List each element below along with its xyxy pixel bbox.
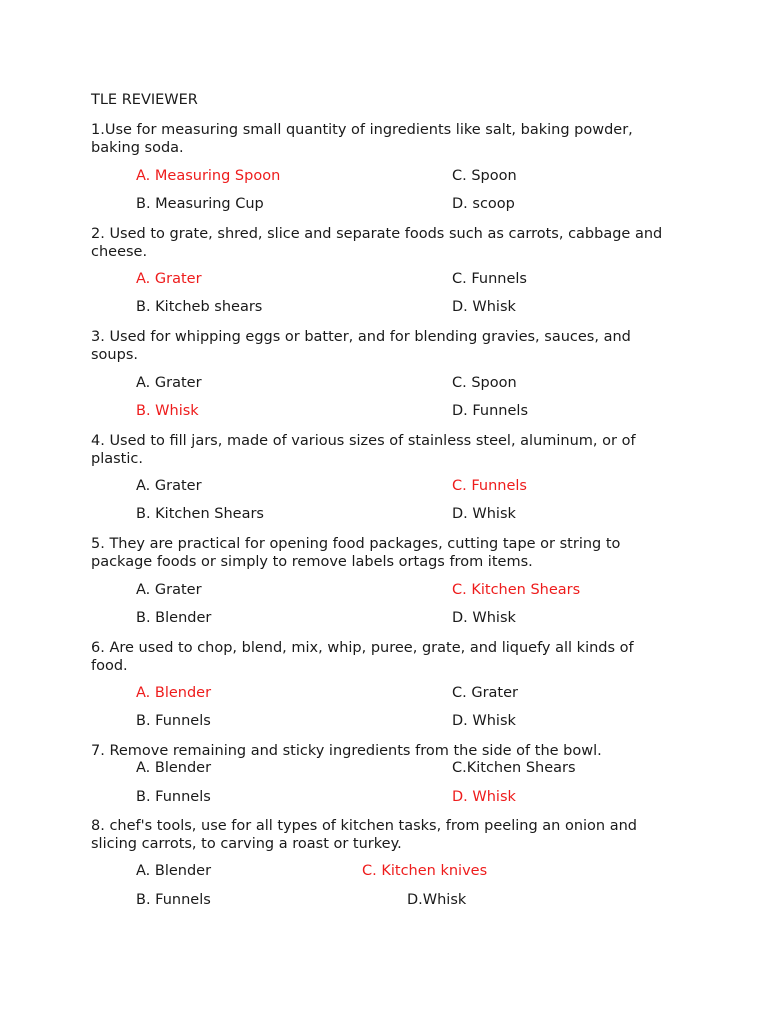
q6-option-a: A. Blender xyxy=(136,685,212,701)
q2-option-a: A. Grater xyxy=(136,271,202,287)
q8-option-a: A. Blender xyxy=(136,863,212,879)
q6-option-d: D. Whisk xyxy=(452,713,516,729)
q8-option-d: D.Whisk xyxy=(407,892,467,908)
q5-option-b: B. Blender xyxy=(136,610,212,626)
question-1-text: 1.Use for measuring small quantity of ingredients like salt, baking powder, baking soda. xyxy=(91,122,633,156)
q1-option-a: A. Measuring Spoon xyxy=(136,168,281,184)
q8-option-c: C. Kitchen knives xyxy=(362,863,488,879)
q7-option-c: C.Kitchen Shears xyxy=(452,760,576,776)
q3-option-d: D. Funnels xyxy=(452,403,529,419)
q6-option-c: C. Grater xyxy=(452,685,518,701)
q7-option-d: D. Whisk xyxy=(452,789,516,805)
q8-option-b: B. Funnels xyxy=(136,892,211,908)
q4-option-c: C. Funnels xyxy=(452,478,527,494)
q7-option-a: A. Blender xyxy=(136,760,212,776)
q5-option-a: A. Grater xyxy=(136,582,202,598)
question-8-text: 8. chef's tools, use for all types of kitchen tasks, from peeling an onion and slicing carrots, to carving a roast or turkey. xyxy=(91,818,637,852)
q5-option-d: D. Whisk xyxy=(452,610,516,626)
q2-option-b: B. Kitcheb shears xyxy=(136,299,263,315)
q6-option-b: B. Funnels xyxy=(136,713,211,729)
question-7-text: 7. Remove remaining and sticky ingredients from the side of the bowl. xyxy=(91,743,602,759)
q1-option-b: B. Measuring Cup xyxy=(136,196,264,212)
question-6-text: 6. Are used to chop, blend, mix, whip, puree, grate, and liquefy all kinds of food. xyxy=(91,640,634,674)
question-4-text: 4. Used to fill jars, made of various sizes of stainless steel, aluminum, or of plastic. xyxy=(91,433,636,467)
q4-option-b: B. Kitchen Shears xyxy=(136,506,264,522)
q5-option-c: C. Kitchen Shears xyxy=(452,582,581,598)
q4-option-d: D. Whisk xyxy=(452,506,516,522)
question-5-text: 5. They are practical for opening food packages, cutting tape or string to package foods or simply to remove labels ortags from items. xyxy=(91,536,621,570)
q4-option-a: A. Grater xyxy=(136,478,202,494)
q2-option-c: C. Funnels xyxy=(452,271,527,287)
q3-option-c: C. Spoon xyxy=(452,375,517,391)
question-2-text: 2. Used to grate, shred, slice and separate foods such as carrots, cabbage and cheese. xyxy=(91,226,663,260)
q1-option-c: C. Spoon xyxy=(452,168,517,184)
q2-option-d: D. Whisk xyxy=(452,299,516,315)
document-title: TLE REVIEWER xyxy=(91,92,198,108)
q3-option-b: B. Whisk xyxy=(136,403,199,419)
q1-option-d: D. scoop xyxy=(452,196,515,212)
q3-option-a: A. Grater xyxy=(136,375,202,391)
q7-option-b: B. Funnels xyxy=(136,789,211,805)
question-3-text: 3. Used for whipping eggs or batter, and for blending gravies, sauces, and soups. xyxy=(91,329,631,363)
